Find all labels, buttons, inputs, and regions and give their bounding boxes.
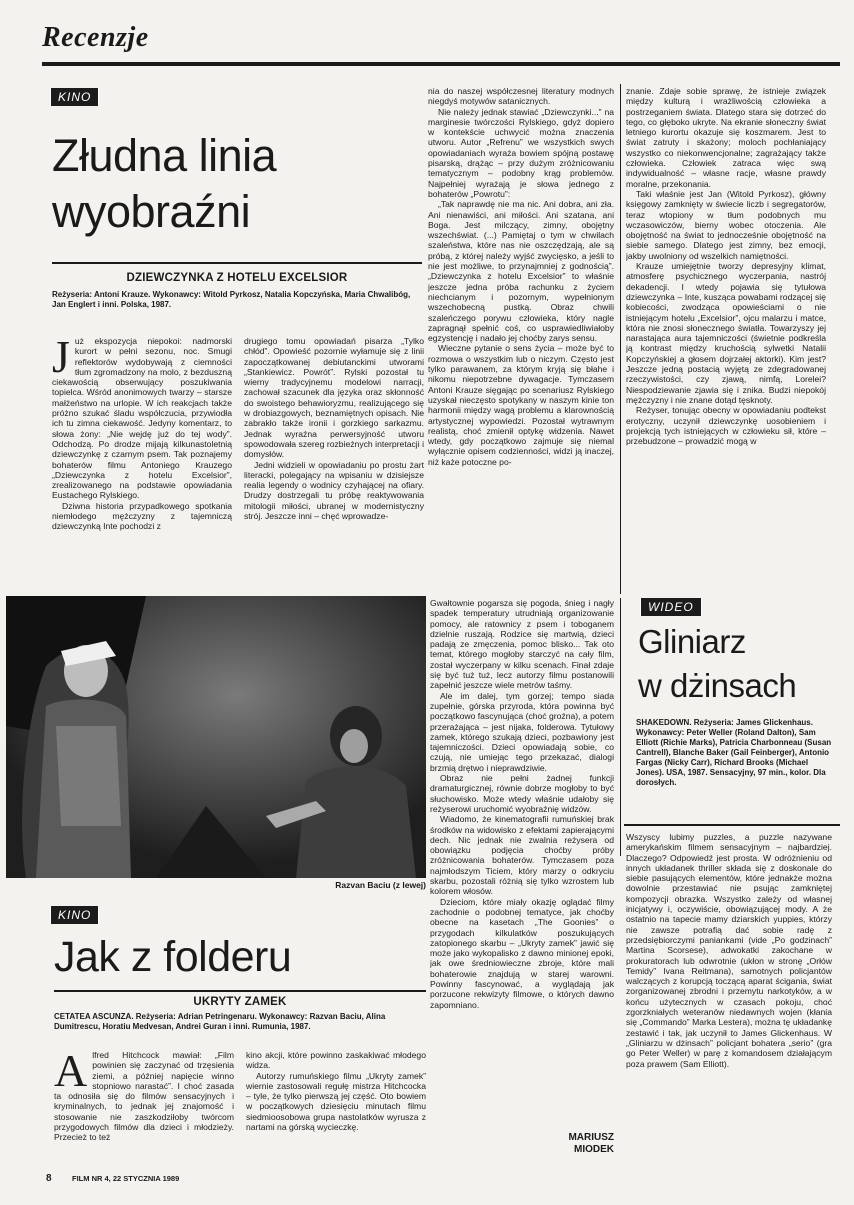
article3-title: Gliniarz w dżinsach [638, 623, 797, 704]
film-still-photo [6, 596, 426, 878]
article2-credits: CETATEA ASCUNZA. Reżyseria: Adrian Petringenaru. Wykonawcy: Razvan Baciu, Alina Dumitrescu, Horatiu Medvesan, Andrei Guran i inni. Rumunia, 1987. [54, 1012, 386, 1031]
column-rule-mid [620, 598, 621, 856]
article2-col1: Alfred Hitchcock mawiał: „Film powinien się zaczynać od trzęsienia ziemi, a później napięcie winno stopniowo narastać”. I choć zasada ta odnosiła się do filmów sensacyjnych i kryminalnych, to jednak jej znajomość i stosowanie nie zaszkodziłoby twórcom przygodowych filmów dla dzieci i młodzieży. Przecież to też [54, 1050, 234, 1143]
article1-credits: Reżyseria: Antoni Krauze. Wykonawcy: Witold Pyrkosz, Natalia Kopczyńska, Maria Chwalibóg, Jan Englert i inni. Polska, 1987. [52, 290, 411, 309]
kino-tag-2: KINO [50, 906, 99, 924]
wideo-tag: WIDEO [640, 598, 702, 616]
article1-col1: Już ekspozycja niepokoi: nadmorski kurort w pełni sezonu, noc. Smugi reflektorów wydobywają z ciemności tłum zgromadzony na molo, z bezduszną ciekawością obserwujący poszukiwania topielca. Wśród anonimowych twarzy – starsze małżeństwo na urlopie. W ich reakcjach także próżno szukać śladu współczucia, przywiodła ich tu zimna ciekawość. Jedyny komentarz, to słowa żony: „Nie wejdę już do tej wody”. Odchodzą. Po drodze mijają kilkunastoletnią dziewczynkę z czarnym psem. Tak poznajemy bohaterów filmu Antoniego Krauzego „Dziewczynka z hotelu Excelsior”, zrealizowanego na podstawie opowiadania Eustachego Rylskiego. Dziwna historia przypadkowego spotkania niemłodego mężczyzny z tajemniczą dziewczynką Inte pochodzi z [52, 336, 232, 532]
article3-rule [624, 824, 840, 826]
issue-info: FILM NR 4, 22 STYCZNIA 1989 [72, 1174, 180, 1183]
article1-col3: nia do naszej współczesnej literatury modnych niegdyś motywów satanicznych. Nie należy jednak stawiać „Dziewczynki...” na marginesie twórczości Rylskiego, gdyż dopiero w kontekście uchwycić można znaczenia utworu. Autor „Refrenu” we wszystkich swych opowiadaniach wyraża bowiem spójną postawę pisarską, drążąc – przy dużym zróżnicowaniu tematycznym – podobny krąg problemów. Najpełniej wyrażają je słowa jednego z bohaterów „Powrotu”: „Tak naprawdę nie ma nic. Ani dobra, ani zła. Ani nienawiści, ani miłości. Ani szatana, ani Boga. Jest milczący, zimny, obojętny wszechświat. (...) Pamiętaj o tym w chwilach szaleństwa, które nas nie oszczędzają, ale są próbą, z której należy wyjść zwycięsko, a jeśli to nie jest możliwe, to przynajmniej z godnością”. „Dziewczynka z hotelu Excelsior” to właśnie jeszcze jedna próba rachunku z życiem niechcianym i pozornym, wypełnionym wszechobecną pustką. Obraz chwili szaleńczego porywu człowieka, który nagle zapragnął spełnić coś, co usprawiedliwiałoby egzystencję i nadało jej choćby zarys sensu. Wieczne pytanie o sens życia – może być to rozmowa o wszystkim lub o niczym. Często jest tylko parawanem, za którym kryją się błahe i nikomu niepotrzebne dywagacje. Tymczasem Antoni Krauze sięgając po scenariusz Rylskiego uzyskał nieczęsto spotykany w naszym kinie ton harmonii między wagą problemu a klarownością artystycznej wypowiedzi. Pozostał wytrawnym realistą, choć zmienił optykę widzenia. Nawet wtedy, gdy początkowo zajmuje się niemal wyłącznie opisem codzienności, widzi ją inaczej, niż każe potoczne po- [428, 86, 614, 467]
author-signature: MARIUSZ MIODEK [568, 1132, 614, 1155]
article3-credits: SHAKEDOWN. Reżyseria: James Glickenhaus. Wykonawcy: Peter Weller (Roland Dalton), Sam Elliott (Richie Marks), Patricia Charbonneau (Susan Cantrell), Blanche Baker (Gail Feinberger), Antonio Fargas (Nicky Carr), Richard Brooks (Michael Jones). USA, 1987. Sensacyjny, 97 min., kolor. Dla dorosłych. [636, 718, 832, 787]
article1-rule [52, 262, 422, 264]
page-number: 8 [46, 1173, 52, 1184]
article1-title: Złudna linia wyobraźni [52, 130, 277, 237]
article2-continuation: Gwałtownie pogarsza się pogoda, śnieg i nagły spadek temperatury utrudniają organizowanie pomocy, ale ratownicy z psem i toboganem dzielnie ruszają. Rodzice się martwią, dzieci padają ze zmęczenia, pomoc blisko... Tak oto temat, którego mogłoby starczyć na cały film, został wyczerpany w kilku scenach. Finał zdaje się być tuż tuż, lecz autorzy filmu postanowili zapełnić jeszcze wiele metrów taśmy. Ale im dalej, tym gorzej; tempo siada zupełnie, górska przyroda, która powinna być początkowo fascynująca (choć groźna), a potem przerażająca – jest nijaka, folderowa. Tytułowy zamek, którego szukają dzieci, pozbawiony jest tajemniczości. Dzieci opowiadają sobie, co czują, nie umiejąc tego przekazać, dialogi brzmią drętwo i nieprawdziwie. Obraz nie pełni żadnej funkcji dramaturgicznej, równie dobrze mogłoby to być słuchowisko. Może wtedy właśnie udałoby się reżyserowi uruchomić wyobraźnię widzów. Wiadomo, że kinematografii rumuńskiej brak środków na widowisko z efektami zapierającymi dech. Nic jednak nie zwalnia reżysera od obowiązku podjęcia choćby próby zróżnicowania bohaterów. Tymczasem poza najmłodszym Ticiem, który marzy o odkryciu skarbu, pozostali różnią się tylko wzrostem lub kolorem włosów. Dzieciom, które miały okazję oglądać filmy zachodnie o podobnej tematyce, jak choćby obecne na kasetach „The Goonies” o przygodach kilkulatków poszukujących zatopionego skarbu – „Ukryty zamek” jawić się może jako wykopalisko z dawno minionej epoki, jak owe średniowieczne zbroje, które mali bohaterowie znajdują w starej warowni. Powinny fascynować, a wyglądają jak porzucone rekwizyty filmowe, o których dawno zapomniano. [430, 598, 614, 1010]
article1-subtitle: DZIEWCZYNKA Z HOTELU EXCELSIOR [126, 272, 348, 284]
header-rule [42, 62, 840, 66]
section-title: Recenzje [42, 22, 149, 53]
column-rule-top [620, 84, 621, 594]
article2-col2: kino akcji, które powinno zaskakiwać młodego widza. Autorzy rumuńskiego filmu „Ukryty zamek” wiernie zastosowali regułę mistrza Hitchcocka – tyle, że tylko pierwszą jej część. Oto bowiem w początkowych dziesięciu minutach filmu siedmioosobowa grupa nastolatków wyrusza z nartami na górską wycieczkę. [246, 1050, 426, 1133]
article2-rule [54, 990, 426, 992]
article1-col2: drugiego tomu opowiadań pisarza „Tylko chłód”. Opowieść pozornie wyłamuje się z linii zapoczątkowanej debiutanckimi utworami „Stankiewicz. Powrót”. Rylski pozostał tu wierny tradycyjnemu modelowi narracji, zachował szacunek dla języka oraz skłonność do swoistego behawioryzmu, realizującego się w drobiazgowych, beznamiętnych opisach. Nie zabrakło także ironii i gorzkiego sarkazmu. Jednak wyraźna perwersyjność utworu spowodowała szereg rozbieżnych interpretacji i domysłów. Jedni widzieli w opowiadaniu po prostu żart literacki, polegający na wpisaniu w dzisiejsze realia legendy o wodnicy czyhającej na ofiary. Drudzy dostrzegali tu próbę reaktywowania mitologii miłości, ubranej w modernistyczny strój. Jeszcze inni – chęć wprowadze- [244, 336, 424, 522]
article2-subtitle: UKRYTY ZAMEK [193, 996, 287, 1008]
photo-caption: Razvan Baciu (z lewej) [335, 880, 426, 890]
dropcap: A [54, 1050, 88, 1096]
kino-tag-1: KINO [50, 88, 99, 106]
article3-body: Wszyscy lubimy puzzles, a puzzle nazywane amerykańskim filmem sensacyjnym – najbardziej. Dlaczego? Odpowiedź jest prosta. W odróżnieniu od innych układanek thriller składa się z doskonale do siebie pasujących elementów, które jednakże można dowolnie przestawiać nie psując zamkniętej kompozycji obrazka. Wszystko zależy od własnej inicjatywy i, oczywiście, obowiązującej mody. A że ostatnio na tapecie mamy dziarskich yuppies, którzy nie zawsze potrafią dać sobie radę z przedsiębiorczymi paniankami (vide „Po godzinach” Martina Scorsese), adwokatki zakochane w prokuratorach lub odwrotnie (ukłon w stronę „Orłów Temidy” Ivana Reitmana), samotnych policjantów walczących z korupcją toczącą aparat ścigania, świat zorganizowanej zbrodni i przemytu narkotyków, a w końcu użytecznych w czasach pokoju, choć zgorzkniałych weteranów niedawnych wojen (kłania się „Commando” Marka Lestera), można tę układankę zestawić i tak, jak uczynił to James Glickenhaus. W „Gliniarzu w dżinsach” policjant bohatera „serio” (gra go Peter Weller) w parę z komandosem działającym poza prawem (Sam Elliott). [626, 832, 832, 1069]
page-footer [46, 1168, 446, 1184]
film-still-image [6, 596, 426, 878]
article1-col4: znanie. Zdaje sobie sprawę, że istnieje związek między kulturą i wrażliwością człowieka a postrzeganiem świata. Dlatego stara się dotrzeć do tego, co głęboko ukryte. Na ekranie słoneczny świat letniego kurortu okazuje się koszmarem. Jest to świat zatruty i skażony; moloch pochłaniający wszystko co niekonwencjonalne; zagrażający także człowieka. Człowiek zatraca więc swą indywidualność – własne racje, własne prawdy moralne, przekonania. Taki właśnie jest Jan (Witold Pyrkosz), główny księgowy zamknięty w świecie liczb i segregatorów, teraz wtopiony w tłum podobnych mu wczasowiczów, bierny wobec otoczenia. Ale obojętność na świat to jednocześnie obojętność na siebie samego. Dlatego jest zimny, bez emocji, jakby uwolniony od wszelkich namiętności. Krauze umiejętnie tworzy depresyjny klimat, atmosferę psychicznego wyczerpania, nastrój dekadencji. I wtedy pojawia się tytułowa dziewczynka – Inte, kusząca powabami rodzącej się kobiecości, zwodząca opowieściami o nie istniejącym hotelu „Excelsior”, ojcu malarzu i matce, która nie znosi słonecznego światła. Towarzyszy jej narastająca aura tajemniczości (świetnie podkreśla ją kontrast między kruchością sylwetki Natalii Kopczyńskiej a głosem dojrzałej aktorki). Kim jest? Jeszcze jedną postacią wyjętą ze zdegradowanej rzeczywistości, czy zjawą, nimfą, Lorelei? Niespodziewanie zjawia się i znika. Budzi niepokój mężczyzny i nie znane dotąd tęsknoty. Reżyser, tonując obecny w opowiadaniu podtekst erotyczny, uczynił dziewczynkę uosobieniem i projekcją tych istniejących w człowieku sił, które – przebudzone – prowadzić mogą w [626, 86, 826, 447]
dropcap: J [52, 336, 70, 382]
article2-title: Jak z folderu [54, 933, 292, 981]
